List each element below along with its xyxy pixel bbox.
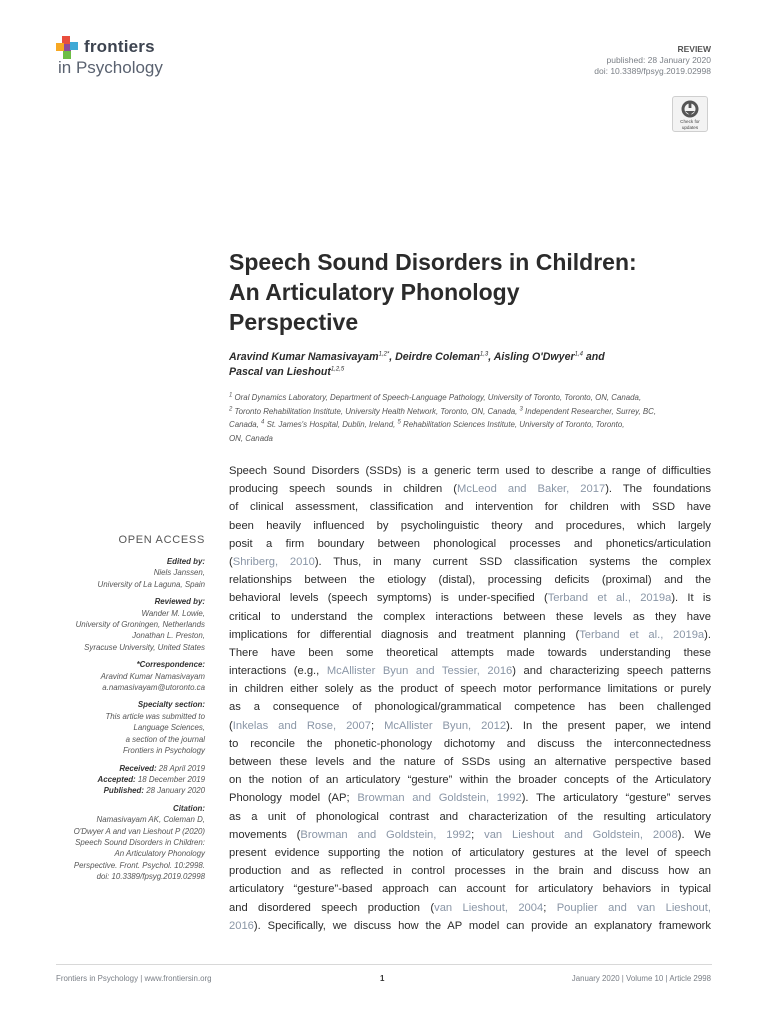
- editor-name[interactable]: Niels Janssen,: [153, 568, 205, 578]
- corresponding-author: Aravind Kumar Namasivayam: [100, 671, 205, 681]
- citation-link[interactable]: van Lieshout and Goldstein, 2008: [484, 828, 678, 841]
- citation-link[interactable]: Browman and Goldstein, 1992: [357, 792, 522, 805]
- reviewed-by-heading: Reviewed by:: [154, 597, 205, 607]
- page-number: 1: [380, 974, 385, 983]
- article-doi[interactable]: doi: 10.3389/fpsyg.2019.02998: [594, 66, 711, 76]
- accepted-date: Accepted: 18 December 2019: [97, 774, 205, 784]
- citation-link[interactable]: McAllister Byun and Tessier, 2016: [326, 665, 513, 678]
- logo-wordmark: frontiers: [84, 37, 155, 56]
- check-updates-label: Check for updates: [680, 119, 700, 130]
- footer-journal-link[interactable]: Frontiers in Psychology | www.frontiersin.org: [56, 974, 212, 983]
- reviewer-name[interactable]: Wander M. Lowie,: [141, 608, 205, 618]
- author-name[interactable]: Pascal van Lieshout: [229, 366, 331, 378]
- footer-divider: [56, 964, 712, 965]
- citation-link[interactable]: McLeod and Baker, 2017: [457, 483, 606, 496]
- open-access-label: OPEN ACCESS: [118, 534, 205, 546]
- article-type: REVIEW: [677, 44, 711, 54]
- specialty-heading: Specialty section:: [137, 700, 205, 710]
- logo-journal-name: in Psychology: [58, 58, 163, 77]
- citation-link[interactable]: Pouplier and van Lieshout,: [556, 901, 711, 914]
- citation-heading: Citation:: [173, 803, 205, 813]
- citation-doi[interactable]: doi: 10.3389/fpsyg.2019.02998: [96, 872, 205, 882]
- citation-link[interactable]: van Lieshout, 2004: [434, 901, 544, 914]
- citation-link[interactable]: McAllister Byun, 2012: [384, 719, 507, 732]
- citation-link[interactable]: Inkelas and Rose, 2007: [232, 719, 371, 732]
- journal-logo[interactable]: [56, 34, 206, 84]
- edited-by-heading: Edited by:: [166, 557, 205, 566]
- check-updates-icon: [680, 99, 700, 119]
- published-date-sidebar: Published: 28 January 2020: [103, 786, 205, 796]
- received-date: Received: 28 April 2019: [119, 763, 205, 773]
- footer-issue-info: January 2020 | Volume 10 | Article 2998: [571, 974, 711, 983]
- author-name[interactable]: Deirdre Coleman: [395, 351, 480, 363]
- published-date: published: 28 January 2020: [606, 55, 711, 65]
- check-for-updates-button[interactable]: [672, 96, 708, 132]
- citation-link[interactable]: Browman and Goldstein, 1992: [300, 828, 472, 841]
- reviewer-name[interactable]: Jonathan L. Preston,: [132, 631, 205, 641]
- citation-link[interactable]: 2016: [229, 919, 254, 932]
- correspondence-heading: *Correspondence:: [136, 660, 205, 670]
- author-name[interactable]: Aisling O'Dwyer: [493, 351, 575, 363]
- abstract: Speech Sound Disorders (SSDs) is a generic term used to describe a range of difficulties producing speech sounds in children (McLeod and Baker, 2017). The foundations of clinical assessment, classification and intervention for children with SSD have been heavily influenced by psycholinguistic theory and procedures, which largely posit a firm boundary between phonological processes and phonetics/articulation (Shriberg, 2010). Thus, in many current SSD classification systems the complex relationships between the etiology (distal), processing deficits (proximal) and the behavioral levels (speech symptoms) is under-specified (Terband et al., 2019a). It is critical to understand the complex interactions between these levels as they have implications for differential diagnosis and treatment planning (Terband et al., 2019a). There have been some theoretical attempts made towards understanding these interactions (e.g., McAllister Byun and Tessier, 2016) and characterizing speech patterns in children either solely as the product of speech motor performance limitations or purely as a consequence of phonological/grammatical competence has been challenged (Inkelas and Rose, 2007; McAllister Byun, 2012). In the present paper, we intend to reconcile the phonetic-phonology dichotomy and discuss the interconnectedness between these levels and the nature of SSDs using an alternative perspective based on the notion of an articulatory “gesture” within the broader concepts of the Articulatory Phonology model (AP; Browman and Goldstein, 1992). The articulatory “gesture” serves as a unit of phonological contrast and characterization of the resulting articulatory movements (Browman and Goldstein, 1992; van Lieshout and Goldstein, 2008). We present evidence supporting the notion of articulatory gestures at the level of speech production and as reflected in control processes in the brain and discuss how an articulatory “gesture”-based approach can account for articulatory behaviors in typical and disordered speech production (van Lieshout, 2004; Pouplier and van Lieshout, 2016). Specifically, we discuss how the AP model can provide an explanatory framework: [229, 465, 711, 932]
- author-name[interactable]: Aravind Kumar Namasivayam: [229, 351, 379, 363]
- article-info-sidebar: OPEN ACCESS Edited by: Niels Janssen, University of La Laguna, Spain Reviewed by: Wander M. Lowie, University of Groningen, Netherlands Jonathan L. Preston, Syracuse University, United States *Correspondence: Aravind Kumar Namasivayam a.namasivayam@utoronto.ca Specialty section: This article was submitted to Language Sciences, a section of the journal Frontiers in Psychology Received: 28 April 2019 Accepted: 18 December 2019 Published: 28 January 2020 Citation: Namasivayam AK, Coleman D, O'Dwyer A and van Lieshout P (2020) Speech Sound Disorders in Children: An Articulatory Phonology Perspective. Front. Psychol. 10:2998. doi: 10.3389/fpsyg.2019.02998: [73, 534, 205, 882]
- author-list: Aravind Kumar Namasivayam$^{1,2*}$, Deirdre Coleman$^{1,3}$, Aisling O'Dwyer$^{1,4}$ and Pascal van Lieshout$^{1,2,5}$: [229, 351, 605, 378]
- citation-link[interactable]: Terband et al., 2019a: [579, 628, 705, 641]
- article-header: [594, 44, 711, 77]
- article-title: Speech Sound Disorders in Children: An Articulatory Phonology Perspective: [229, 249, 637, 335]
- citation-link[interactable]: Shriberg, 2010: [232, 555, 315, 568]
- corresponding-email[interactable]: a.namasivayam@utoronto.ca: [102, 683, 205, 693]
- citation-link[interactable]: Terband et al., 2019a: [547, 592, 672, 605]
- affiliations: $^1$ Oral Dynamics Laboratory, Department of Speech-Language Pathology, University of Toronto, Toronto, ON, Canada, $^2$ Toronto Rehabilitation Institute, University Health Network, Toronto, ON, Canada, $^3$ Independent Researcher, Surrey, BC, Canada, $^4$ St. James's Hospital, Dublin, Ireland, $^5$ Rehabilitation Sciences Institute, University of Toronto, Toronto, ON, Canada: [229, 392, 657, 443]
